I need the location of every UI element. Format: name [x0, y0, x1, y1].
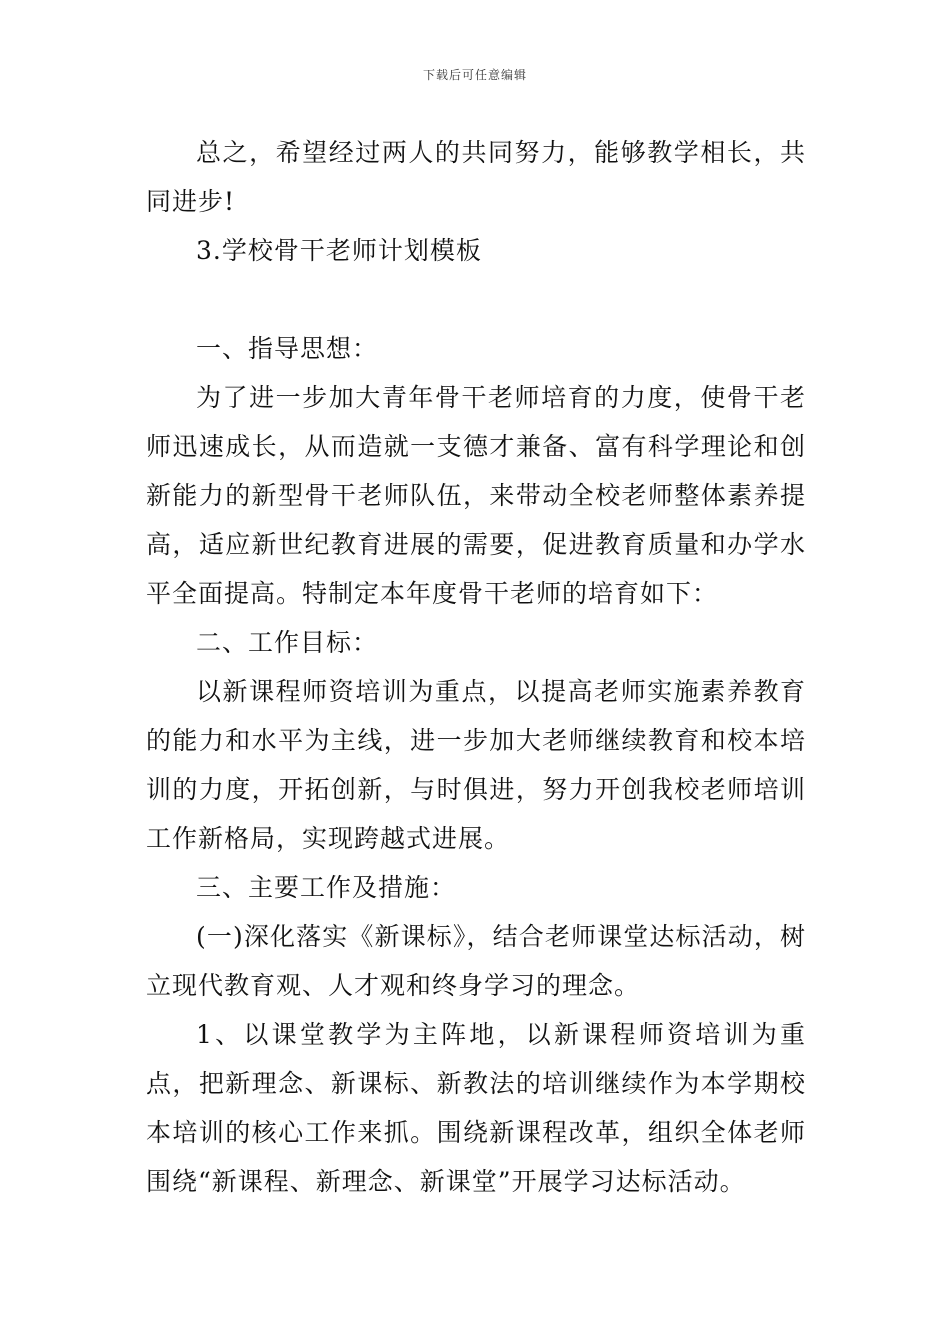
paragraph-guiding-ideology: 为了进一步加大青年骨干老师培育的力度，使骨干老师迅速成长，从而造就一支德才兼备、富有科学理论和创新能力的新型骨干老师队伍，来带动全校老师整体素养提高，适应新世纪教育进展的需要，促进教育质量和办学水平全面提高。特制定本年度骨干老师的培育如下： [146, 383, 806, 608]
paragraph-item-1: 1、以课堂教学为主阵地，以新课程师资培训为重点，把新理念、新课标、新教法的培训继续作为本学期校本培训的核心工作来抓。围绕新课程改革，组织全体老师围绕“新课程、新理念、新课堂”开展学习达标活动。 [146, 1020, 806, 1196]
section-title: 3.学校骨干老师计划模板 [196, 236, 482, 265]
heading-guiding-ideology: 一、指导思想： [196, 334, 379, 363]
page-header-note: 下载后可任意编辑 [422, 68, 527, 82]
document-body [146, 128, 806, 1206]
paragraph-item-one: (一)深化落实《新课标》，结合老师课堂达标活动，树立现代教育观、人才观和终身学习的理念。 [146, 922, 806, 1000]
blank-line [146, 275, 806, 324]
heading-work-goals: 二、工作目标： [196, 628, 379, 657]
heading-main-work: 三、主要工作及措施： [196, 873, 457, 902]
paragraph-conclusion: 总之，希望经过两人的共同努力，能够教学相长，共同进步! [146, 138, 806, 216]
paragraph-work-goals: 以新课程师资培训为重点，以提高老师实施素养教育的能力和水平为主线，进一步加大老师继续教育和校本培训的力度，开拓创新，与时俱进，努力开创我校老师培训工作新格局，实现跨越式进展。 [146, 677, 806, 853]
